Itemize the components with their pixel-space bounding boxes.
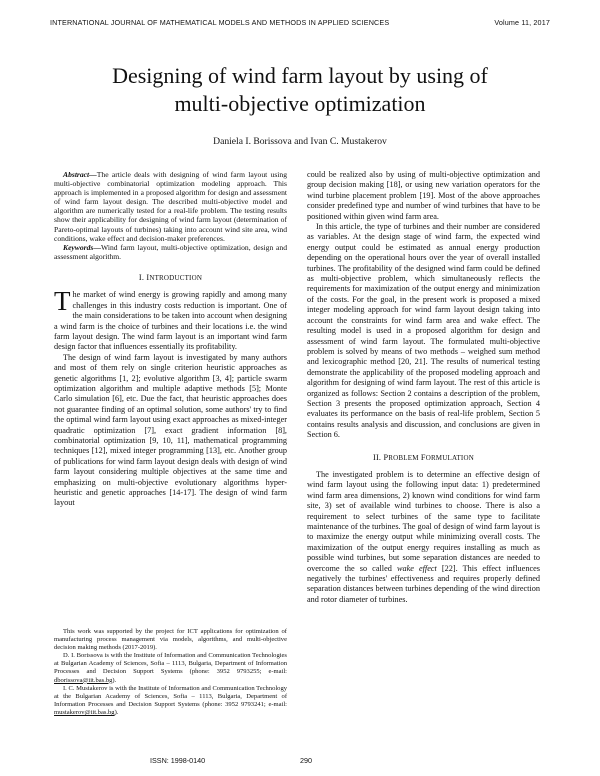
left-column	[54, 170, 287, 509]
journal-name: INTERNATIONAL JOURNAL OF MATHEMATICAL MODELS AND METHODS IN APPLIED SCIENCES	[50, 18, 390, 27]
problem-paragraph-1: The investigated problem is to determine an effective design of wind farm layout using the following input data: 1) predetermined wind farm area dimensions, 2) known wind conditions for wind farm site, 3) set of available wind turbines to choose. There is also a requirement to select turbines of the same type to facilitate maintenance of the turbines. The goal of design of wind farm layout is to maximize the energy output while minimizing overall costs. The maximization of the output energy requires installing as much as possible wind turbines, but some separation distances are needed to overcome the so called wake effect [22]. This effect influences negatively the turbines' effectiveness and requires properly defined separation distances between turbines depending of the wind direction and rotor diameter of turbines.	[307, 469, 540, 604]
footnote-author-2: I. C. Mustakerov is with the Institute of Information and Communication Technology at the Bulgarian Academy of Sciences, Sofia – 1113, Bulgaria, Department of Information Processes and Decision Support Systems (phone: 3952 9793241; e-mail: mustakerov@iit.bas.bg).	[54, 684, 287, 716]
abstract-label: Abstract—	[63, 170, 97, 179]
author-line: Daniela I. Borissova and Ivan C. Mustakerov	[213, 136, 387, 147]
email-link-2[interactable]: mustakerov@iit.bas.bg	[54, 708, 115, 716]
title-line-2: multi-objective optimization	[174, 91, 426, 116]
issn-label: ISSN: 1998-0140	[150, 756, 206, 765]
running-head	[50, 18, 550, 27]
intro-paragraph-2: The design of wind farm layout is investigated by many authors and most of them rely on single criterion heuristic approaches as genetic algorithms [1, 2]; evolutive algorithm [3, 4]; particle swarm optimization algorithm and multiple adaptive methods [5]; Monte Carlo simulation [6], etc. Due the fact, that heuristic approaches does not guarantee finding of an optimal solution, some authors' try to find the optimal wind farm layout using exact approaches as mixed-integer quadratic optimization [7], exact gradient information [8], combinatorial optimization [9, 10, 11], mathematical programming techniques [12], mixed integer programming [13], etc. Another group of publications for wind farm layout design deals with design of wind farm layout considering multiple objectives at the same time and emphasizing on multi-objective evolutionary algorithms hyper-heuristic and genetic approaches [14-17]. The design of wind farm layout	[54, 352, 287, 508]
keywords-text: Wind farm layout, multi-objective optimization, design and assessment algorithm.	[54, 242, 287, 261]
section-heading-introduction: I. INTRODUCTION	[138, 272, 203, 282]
intro-paragraph-4: In this article, the type of turbines and their number are considered as variables. At the design stage of wind farm, the expected wind energy output could be estimated as annual energy production depending on the operational hours over the year of overall installed turbines. The profitability of the designed wind farm could be defined as multi-objective problem, which simultaneously reflects the requirements for maximization of the output energy and minimization of the costs. For the goal, in the present work is proposed a mixed integer modeling approach for wind farm layout design taking into account the constraints for wind farm area and wake effect. The resulting model is used in a proposed algorithm for design and assessment of wind farm layout. The formulated multi-objective problem is solved by means of two methods – weighed sum method and lexicographic method [20, 21]. The results of numerical testing demonstrate the applicability of the proposed modeling approach and algorithm for designing of wind farm layout. The rest of this article is organized as follows: Section 2 contains a description of the problem, Section 3 presents the proposed optimization approach, Section 4 evaluates its performance on the basis of real-life problem, Section 5 contains results analysis and discussion, and conclusions are given in Section 6.	[307, 222, 540, 440]
footnote-author-1: D. I. Borissova is with the Institute of Information and Communication Technologies at Bulgarian Academy of Sciences, Sofia – 1113, Bulgaria, Department of Information Processes and Decision Support Systems (phone: 3952 9793255; e-mail: dborissova@iit.bas.bg).	[54, 652, 287, 684]
intro-paragraph-1: The market of wind energy is growing rapidly and among many challenges in this industry costs reduction is important. One of the main considerations to be taken into account when designing a wind farm is the choice of turbines and their locations i.e. the wind farm layout design. The wind farm layout is an important wind farm design factor that influences essentially its profitability.	[54, 286, 287, 352]
volume-label: Volume 11, 2017	[494, 18, 550, 27]
section-heading-problem-formulation: II. PROBLEM FORMULATION	[373, 452, 474, 462]
footnotes	[54, 628, 287, 717]
email-link-1[interactable]: dborissova@iit.bas.bg	[54, 676, 113, 684]
abstract-text: The article deals with designing of wind farm layout using multi-objective combinatorial optimization modeling approach. This approach is implemented in a proposed algorithm for design and assessment of wind farm layout design. The described multi-objective model and algorithm are numerically tested for a real-life problem. The testing results show their applicability for designing of wind farm layout (determination of Pareto-optimal layouts of turbines) taking into account wind site area, wind conditions, wake effect and decision-maker preferences.	[54, 170, 287, 243]
footnote-funding: This work was supported by the project for ICT applications for optimization of manufacturing process management via models, algorithms, and multi-objective decision making methods (2017-2019).	[54, 628, 287, 652]
drop-cap: T	[54, 286, 71, 317]
keywords-label: Keywords—	[63, 242, 101, 252]
title-line-1: Designing of wind farm layout by using of	[112, 63, 488, 88]
keywords	[54, 243, 287, 261]
intro-paragraph-3: could be realized also by using of multi-objective optimization and group decision making [18], or using new variation operators for the wind turbine placement problem [19]. Most of the above approaches consider predefined type and number of wind turbines that have to be positioned within given wind farm area.	[307, 170, 540, 221]
wake-effect-term: wake effect	[396, 563, 437, 573]
abstract	[54, 170, 287, 243]
page-number: 290	[300, 756, 312, 765]
right-column	[307, 170, 540, 605]
paper-title	[60, 62, 540, 118]
